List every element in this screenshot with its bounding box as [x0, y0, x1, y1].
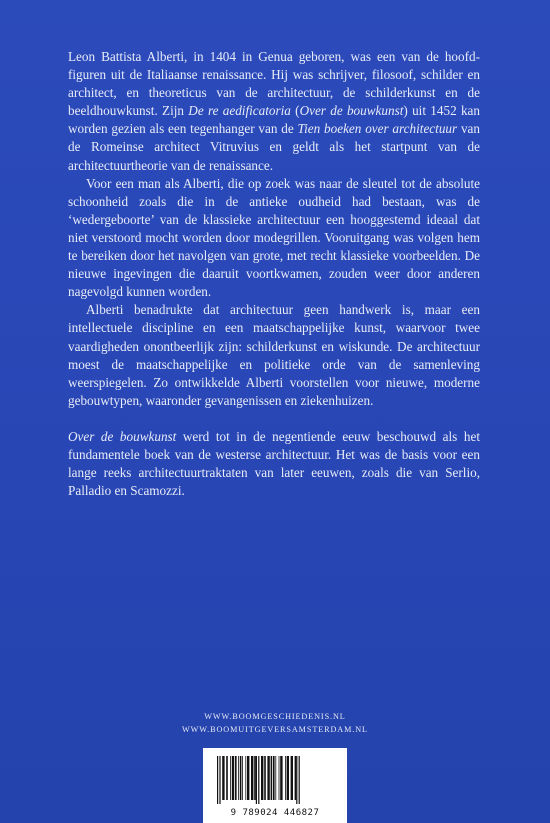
- barcode-bar: [226, 756, 228, 800]
- blurb-paragraph-4: [68, 428, 480, 500]
- barcode-bar: [273, 756, 275, 800]
- paragraph-text: Leon Battista Alberti, in 1404 in Genua geboren, was een van de hoofdfiguren uit de Italiaanse renaissance. Hij was schrijver, filosoof, schilder en architect, en theoreticus van de architectuur, de schilderkunst en de beeldhouwkunst. Zijn: [68, 49, 480, 119]
- barcode-guard-bar: [258, 756, 259, 804]
- barcode-bar: [280, 756, 282, 800]
- barcode-bar: [254, 756, 256, 800]
- barcode-bar: [287, 756, 289, 800]
- isbn-number: 9 789024 446827: [230, 808, 320, 818]
- italic-title-text: Over de bouwkunst: [68, 428, 177, 444]
- barcode-bar: [279, 756, 280, 800]
- italic-title-text: Over de bouwkunst: [299, 103, 404, 119]
- barcode-bar: [275, 756, 276, 800]
- blurb-paragraph-2: [68, 175, 480, 302]
- barcode-bar: [242, 756, 243, 800]
- barcode-bar: [247, 756, 249, 800]
- url-boom-uitgevers: WWW.BOOMUITGEVERSAMSTERDAM.NL: [182, 725, 368, 734]
- blurb-paragraph-1: [68, 48, 480, 175]
- paragraph-text: van de Romeinse architect Vitruvius en geldt als het startpunt van de architectuurtheorie van de renaissance.: [68, 121, 480, 173]
- barcode-bar: [267, 756, 269, 800]
- paragraph-text: Alberti benadrukte dat architectuur geen handwerk is, maar een intellectuele discipline en een maatschappelijke kunst, waarvoor twee vaardigheden onontbeerlijk zijn: schilderkunst en wiskunde. De architectuur moest de maatschappelijke en politieke orde van de samenleving weerspiegelen. Zo ontwikkelde Alberti voorstellen voor nieuwe, moderne gebouwtypen, waaronder gevangenissen en ziekenhuizen.: [68, 302, 480, 408]
- barcode-guard-bar: [217, 756, 218, 804]
- barcode-guard-bar: [296, 756, 297, 804]
- paragraph-text: Voor een man als Alberti, die op zoek was naar de sleutel tot de absolute schoonheid zoals die in de antieke oudheid had bestaan, was de ‘wedergeboorte’ van de klassieke architectuur een hooggestemd ideaal dat niet verstoord mocht worden door modegrillen. Vooruitgang was volgen hem te bereiken door het navolgen van grote, met recht klassieke voorbeelden. De nieuwe ingevingen die daaruit voortkwamen, zouden weer door anderen nagevolgd kunnen worden.: [68, 175, 480, 300]
- isbn-barcode: [203, 748, 347, 823]
- barcode-bar: [240, 756, 242, 800]
- barcode-bars: [211, 756, 339, 806]
- blurb-text: [68, 48, 480, 500]
- barcode-bar: [235, 756, 237, 800]
- barcode-bar: [295, 756, 297, 800]
- barcode-bar: [264, 756, 266, 800]
- barcode-guard-bar: [256, 756, 257, 804]
- barcode-bar: [285, 756, 286, 800]
- publisher-urls: [0, 710, 550, 736]
- barcode-bar: [232, 756, 234, 800]
- barcode-guard-bar: [299, 756, 300, 804]
- barcode-bar: [251, 756, 253, 800]
- italic-title-text: Tien boeken over architectuur: [297, 121, 458, 137]
- barcode-bar: [271, 756, 273, 800]
- barcode-bar: [261, 756, 263, 800]
- barcode-guard-bar: [219, 756, 220, 804]
- barcode-bar: [230, 756, 231, 800]
- italic-title-text: De re aedificatoria: [188, 103, 291, 119]
- url-boom-geschiedenis: WWW.BOOMGESCHIEDENIS.NL: [204, 712, 346, 721]
- barcode-bar: [291, 756, 293, 800]
- paragraph-text: werd tot in de negentiende eeuw beschouwd als het fundamentele boek van de westerse architectuur. Het was de basis voor een lange reeks architectuurtraktaten van later eeuwen, zoals die van Serlio, Palladio en Scamozzi.: [68, 428, 480, 499]
- paragraph-text: (: [290, 103, 300, 119]
- barcode-bar: [245, 756, 246, 800]
- barcode-bar: [238, 756, 239, 800]
- paragraph-text: ) uit 1452 kan worden gezien als een tegenhanger van de: [68, 103, 480, 137]
- blurb-paragraph-3: [68, 301, 480, 410]
- barcode-bar: [222, 756, 224, 800]
